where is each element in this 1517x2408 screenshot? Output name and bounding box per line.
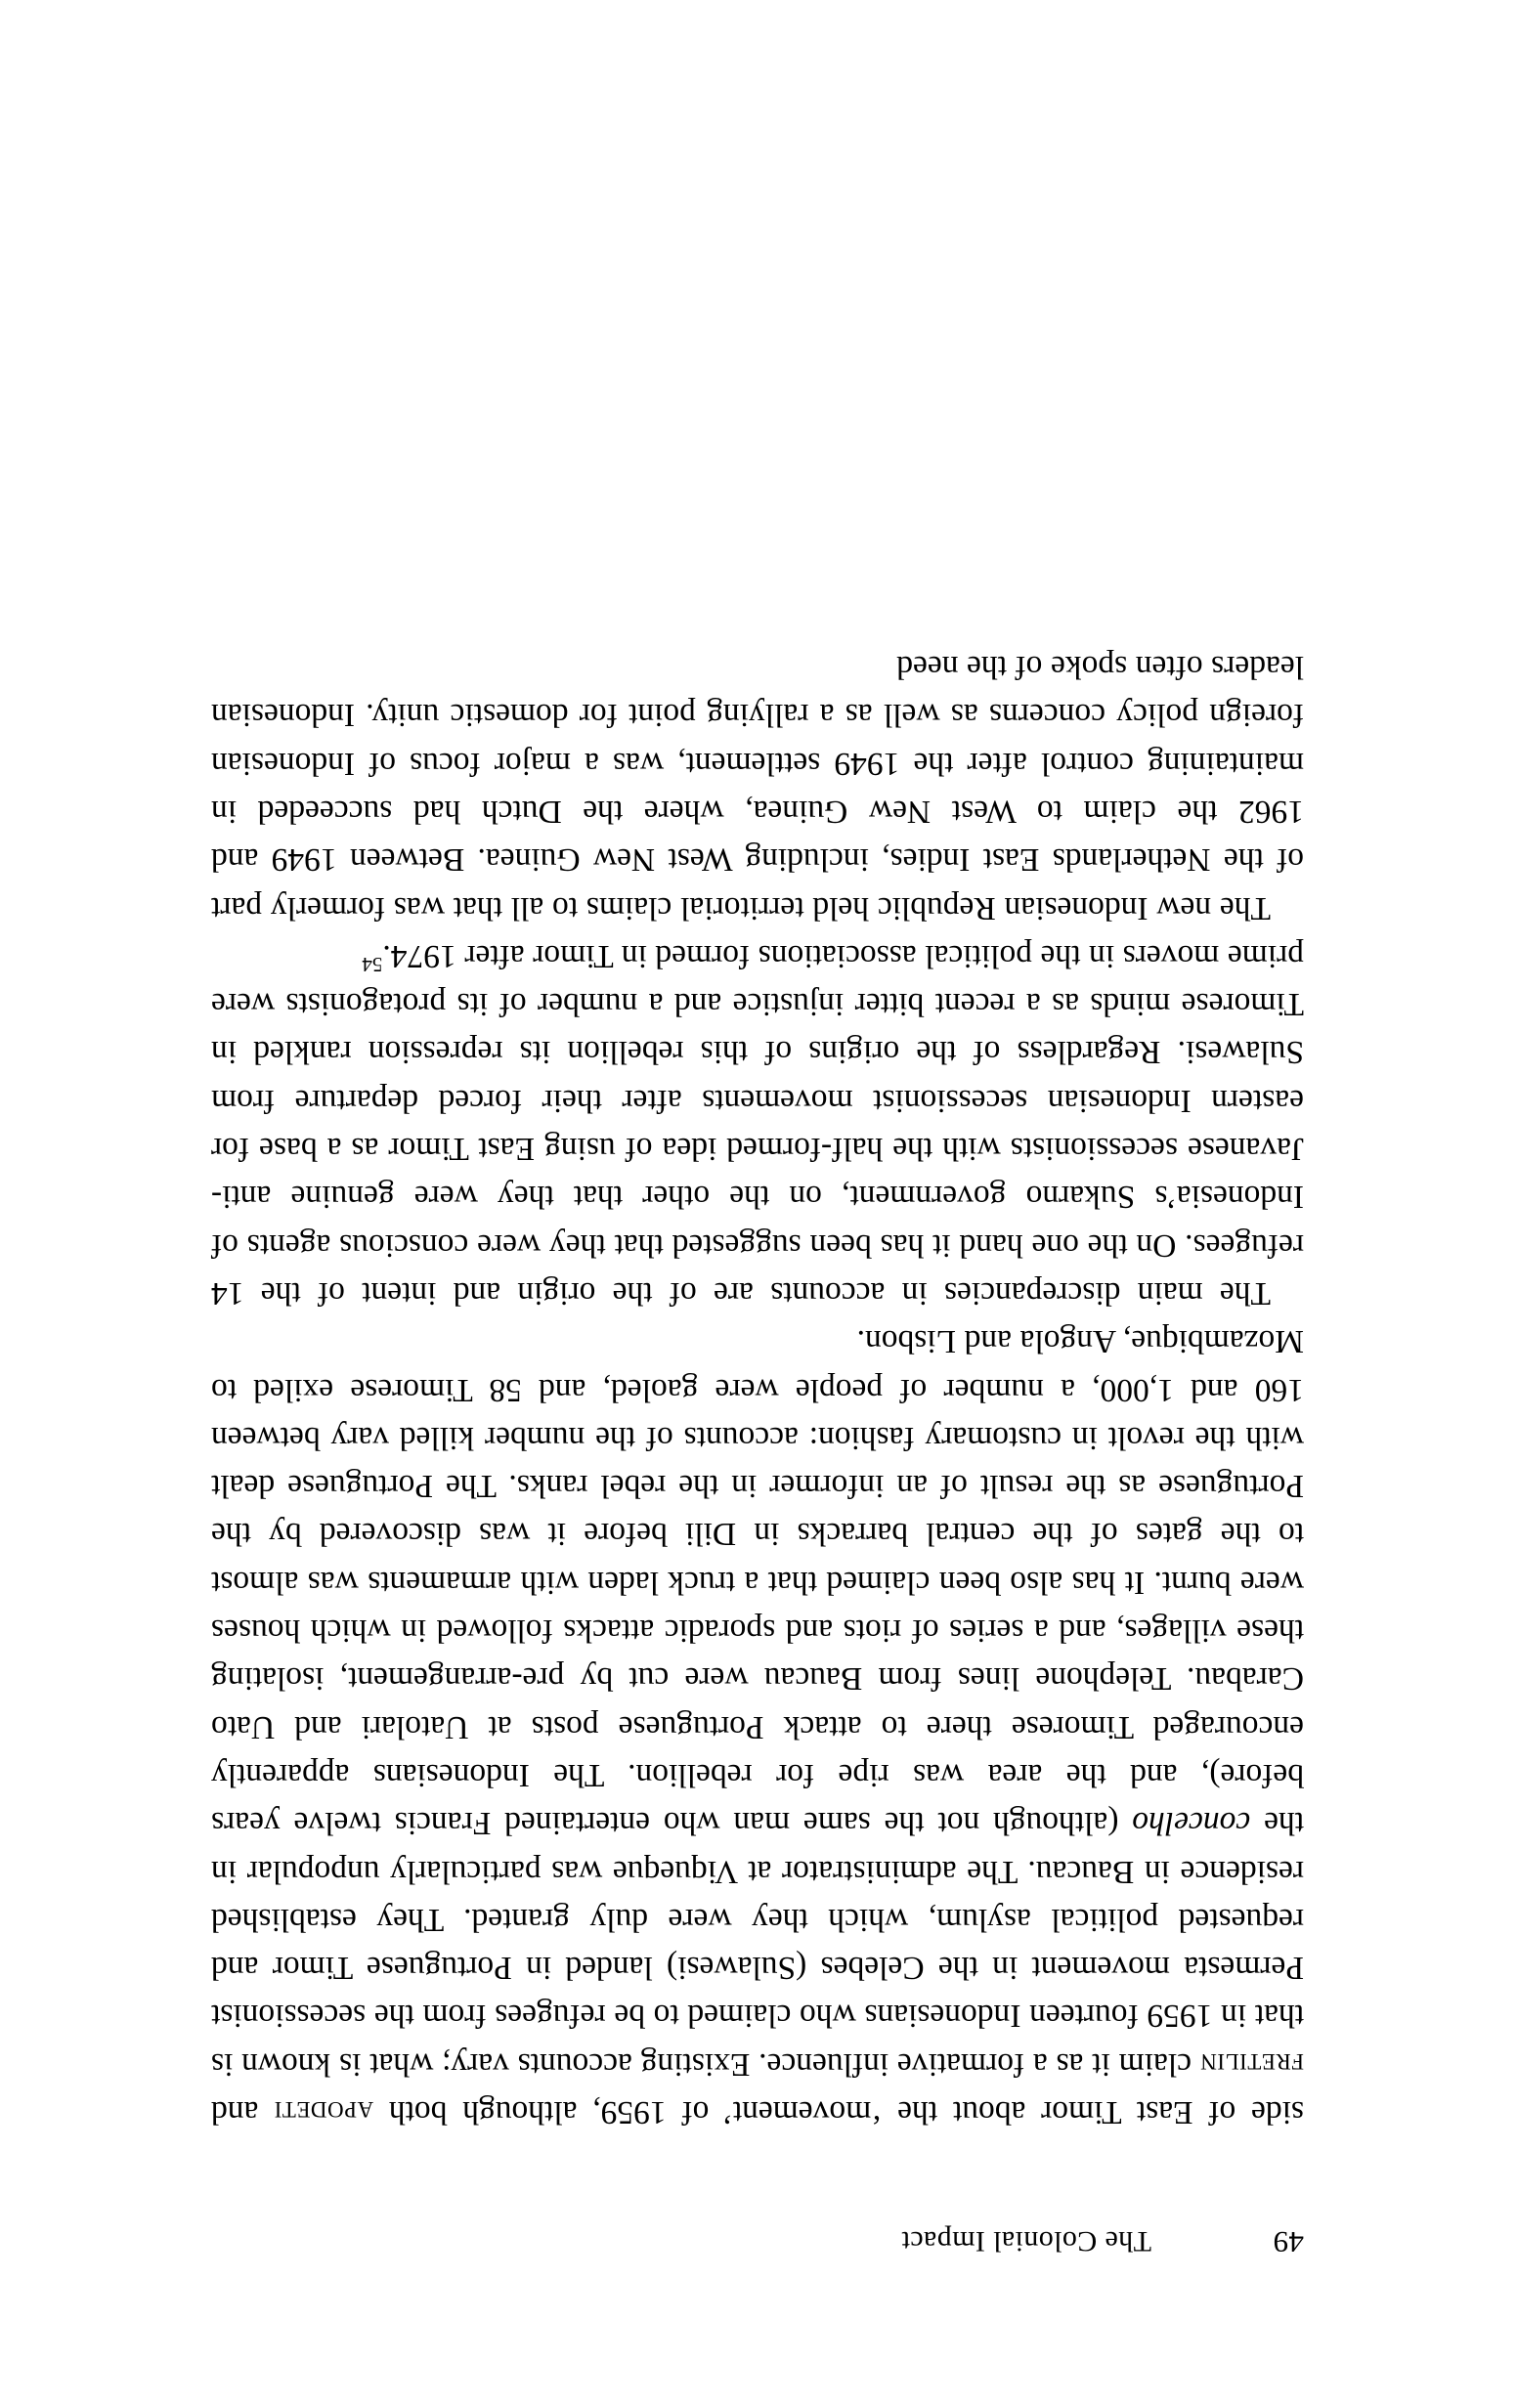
text-run: (although not the same man who entertained Francis twelve years before), and the area was ripe for rebellion. The Indonesians apparently encouraged Timorese there to attack Portuguese posts at Uatolari and Uato Carabau. Telephone lines from Baucau were cut by pre-arrangement, isolating these villages, and a series of riots and sporadic attacks followed in which houses were burnt. It has also been claimed that a truck laden with armaments was almost to the gates of the central barracks in Dili before it was discovered by the Portuguese as the result of an informer in the rebel ranks. The Portuguese dealt with the revolt in customary fashion: accounts of the number killed vary between 160 and 1,000, a number of people were gaoled, and 58 Timorese exiled to Mozambique, Angola and Lisbon. [211,1323,1304,1842]
italic-term: concelho [1132,1805,1251,1842]
page-number: 49 [1273,2225,1304,2259]
text-run: side of East Timor about the ‘movement’ of 1959, although both [373,2094,1304,2130]
footnote-marker: 54 [362,953,383,977]
text-run: The main discrepancies in accounts are of the origin and intent of the 14 refugees. On the one hand it has been suggested that they were conscious agents of Indonesia’s Sukarno government, on the other that they were genuine anti-Javanese secessionists with the half-formed idea of using East Timor as a base for eastern Indonesian secessionist movements after their forced departure from Sulawesi. Regardless of the origins of this rebellion its repression rankled in Timorese minds as a recent bitter injustice and a number of its protagonists were prime movers in the political associations formed in Timor after 1974. [211,937,1304,1312]
body-text [211,643,1304,2136]
small-caps-term: apodeti [274,2094,374,2130]
paragraph [211,932,1304,1317]
small-caps-term: fretilin [1199,2045,1304,2083]
text-run: The new Indonesian Republic held territorial claims to all that was formerly part of the Netherlands East Indies, including West New Guinea. Between 1949 and 1962 the claim to West New Guinea, where the Dutch had succeeded in maintaining control after the 1949 settlement, was a major focus of Indonesian foreign policy concerns as well as a rallying point for domestic unity. Indonesian leaders often spoke of the need [211,649,1304,926]
paragraph [211,1317,1304,2136]
paragraph [211,643,1304,932]
text-column [211,643,1304,2259]
running-head-title: The Colonial Impact [901,2225,1151,2258]
text-run: claim it as a formative influence. Existing accounts vary; what is known is that in 1959 fourteen Indonesians who claimed to be refugees from the secessionist Permesta movement in the Celebes (Sulawesi) landed in Portuguese Timor and requested political asylum, which they were duly granted. They established residence in Baucau. The administrator at Viqueque was particularly unpopular in the [211,1805,1304,2083]
text-run: and [211,2094,275,2130]
running-header [211,2226,1304,2259]
